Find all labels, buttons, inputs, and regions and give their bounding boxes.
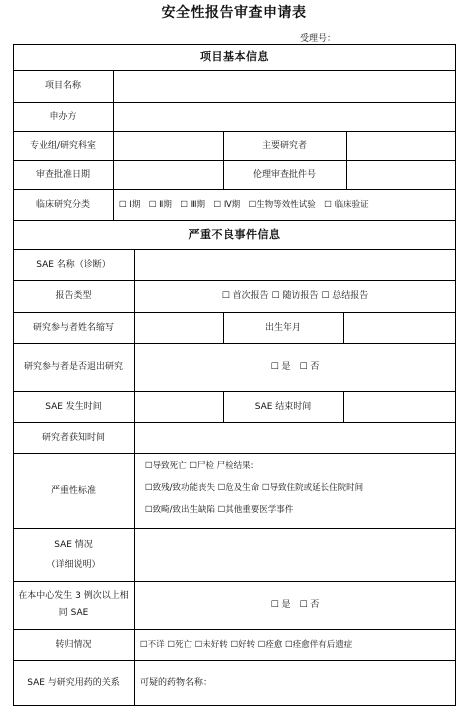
situation-label-line: （详细说明） (46, 559, 101, 570)
department-field[interactable] (113, 131, 223, 160)
sponsor-field[interactable] (113, 102, 456, 131)
project-name-field[interactable] (113, 70, 456, 102)
relation-field[interactable]: 可疑的药物名称： (140, 678, 213, 688)
principal-investigator-label: 主要研究者 (261, 140, 307, 151)
approval-date-label: 审查批准日期 (35, 169, 90, 180)
severity-line[interactable]: ☐致畸/致出生缺陷 ☐其他重要医学事件 (145, 505, 294, 515)
sponsor-label: 申办方 (49, 111, 77, 122)
form-title: 安全性报告审查申请表 (161, 5, 307, 21)
outcome-label: 转归情况 (55, 639, 92, 650)
ethics-approval-no-field[interactable] (346, 160, 456, 189)
investigator-aware-label: 研究者获知时间 (41, 432, 105, 443)
sae-end-field[interactable] (343, 391, 456, 422)
report-type-options[interactable]: ☐ 首次报告 ☐ 随访报告 ☐ 总结报告 (221, 291, 369, 301)
participant-initials-field[interactable] (134, 312, 223, 343)
situation-label-line: SAE 情况 (54, 539, 93, 550)
three-cases-label: 在本中心发生 3 例次以上相同 SAE (18, 591, 129, 618)
birth-date-field[interactable] (343, 312, 456, 343)
department-label: 专业组/研究科室 (29, 140, 97, 151)
project-name-label: 项目名称 (44, 81, 81, 91)
outcome-options[interactable]: ☐不详 ☐死亡 ☐未好转 ☐好转 ☐痊愈 ☐痊愈伴有后遗症 (140, 639, 353, 650)
severity-line[interactable]: ☐致残/致功能丧失 ☐危及生命 ☐导致住院或延长住院时间 (145, 483, 364, 493)
sae-end-label: SAE 结束时间 (254, 401, 312, 412)
situation-field[interactable] (134, 528, 456, 581)
situation-label (13, 528, 134, 581)
sae-name-field[interactable] (134, 249, 456, 280)
section-project-title: 项目基本信息 (200, 50, 269, 63)
sae-onset-field[interactable] (134, 391, 223, 422)
participant-initials-label: 研究参与者姓名缩写 (32, 322, 114, 333)
report-type-label: 报告类型 (55, 291, 92, 301)
severity-line[interactable]: ☐导致死亡 ☐尸检 尸检结果: (145, 461, 254, 471)
sae-name-label: SAE 名称（诊断） (36, 259, 111, 270)
ethics-approval-no-label: 伦理审查批件号 (252, 169, 316, 180)
birth-date-label: 出生年月 (264, 322, 301, 333)
principal-investigator-field[interactable] (346, 131, 456, 160)
withdraw-label: 研究参与者是否退出研究 (23, 362, 123, 372)
study-phase-label: 临床研究分类 (35, 199, 90, 210)
receipt-number-label: 受理号： (300, 34, 337, 44)
form-table (13, 44, 456, 706)
study-phase-options[interactable]: ☐ Ⅰ期 ☐ Ⅱ期 ☐ Ⅲ期 ☐ Ⅳ期 ☐生物等效性试验 ☐ 临床验证 (119, 199, 369, 210)
withdraw-options[interactable]: ☐ 是 ☐ 否 (270, 362, 320, 372)
severity-options[interactable] (145, 455, 455, 521)
approval-date-field[interactable] (113, 160, 223, 189)
section-sae-title: 严重不良事件信息 (188, 227, 281, 241)
investigator-aware-field[interactable] (134, 422, 456, 453)
severity-label: 严重性标准 (50, 485, 96, 496)
relation-label: SAE 与研究用药的关系 (27, 678, 120, 688)
sae-onset-label: SAE 发生时间 (45, 401, 102, 412)
three-cases-options[interactable]: ☐ 是 ☐ 否 (270, 600, 320, 610)
